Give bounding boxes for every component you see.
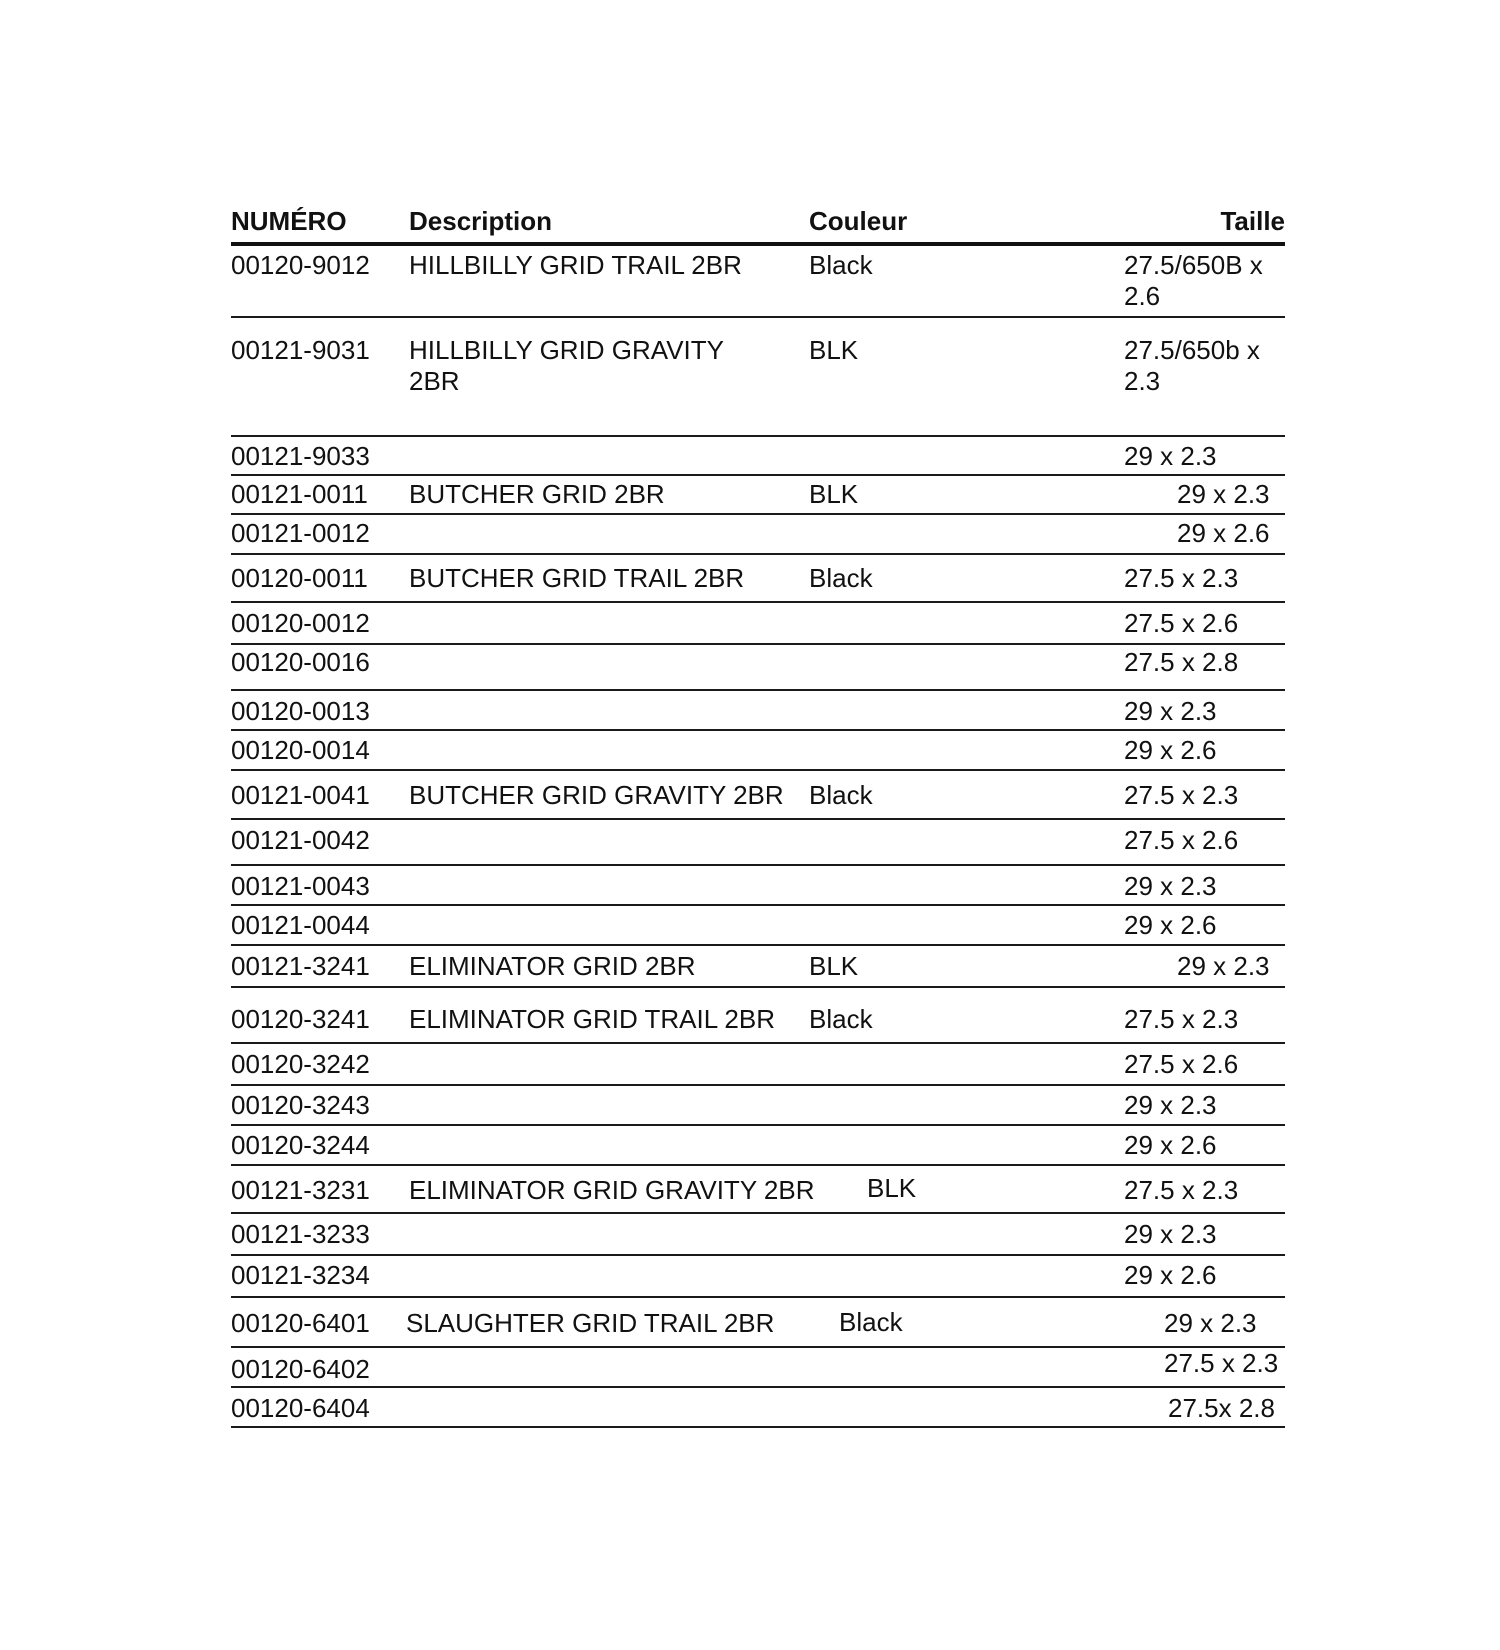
cell-taille: 27.5 x 2.3 [1124, 780, 1239, 810]
cell-taille: 27.5 x 2.8 [1124, 647, 1239, 677]
cell-taille: 29 x 2.3 [1177, 951, 1270, 981]
table-row [231, 1126, 1285, 1166]
cell-numero: 00120-0014 [231, 735, 370, 765]
header-couleur: Couleur [809, 206, 908, 236]
cell-taille: 29 x 2.6 [1124, 1260, 1217, 1290]
table-row [231, 1256, 1285, 1298]
cell-numero: 00120-6401 [231, 1308, 370, 1338]
table-row [231, 691, 1285, 731]
cell-numero: 00121-0041 [231, 780, 370, 810]
cell-numero: 00120-6404 [231, 1393, 370, 1423]
table-row [231, 988, 1285, 1044]
table-row [231, 771, 1285, 820]
table-row [231, 1086, 1285, 1126]
cell-couleur: BLK [809, 951, 859, 981]
table-row [231, 1298, 1285, 1348]
table-row [231, 603, 1285, 645]
cell-numero: 00121-3241 [231, 951, 370, 981]
table-row [231, 906, 1285, 946]
cell-taille: 27.5 x 2.6 [1124, 825, 1239, 855]
cell-taille: 27.5 x 2.3 [1124, 1175, 1239, 1205]
cell-numero: 00121-0012 [231, 518, 370, 548]
cell-numero: 00120-3244 [231, 1130, 370, 1160]
table-row [231, 820, 1285, 866]
cell-numero: 00121-9031 [231, 335, 370, 365]
cell-taille: 27.5/650b x 2.3 [1124, 335, 1260, 396]
cell-numero: 00121-0043 [231, 871, 370, 901]
cell-description: SLAUGHTER GRID TRAIL 2BR [406, 1308, 775, 1338]
table-header [231, 198, 1285, 246]
table-row [231, 946, 1285, 988]
cell-couleur: BLK [867, 1173, 917, 1203]
cell-numero: 00120-3242 [231, 1049, 370, 1079]
cell-description: ELIMINATOR GRID TRAIL 2BR [409, 1004, 776, 1034]
cell-couleur: BLK [809, 335, 859, 365]
cell-description: ELIMINATOR GRID GRAVITY 2BR [409, 1175, 815, 1205]
cell-taille: 29 x 2.6 [1124, 735, 1217, 765]
cell-numero: 00120-3243 [231, 1090, 370, 1120]
cell-taille: 27.5 x 2.3 [1124, 563, 1239, 593]
cell-numero: 00121-9033 [231, 441, 370, 471]
cell-taille: 29 x 2.3 [1164, 1308, 1257, 1338]
cell-numero: 00121-3234 [231, 1260, 370, 1290]
cell-description: HILLBILLY GRID GRAVITY 2BR [409, 335, 724, 396]
cell-taille: 27.5 x 2.6 [1124, 1049, 1239, 1079]
table-row [231, 731, 1285, 771]
cell-taille: 29 x 2.3 [1124, 1090, 1217, 1120]
cell-couleur: Black [809, 1004, 873, 1034]
table-row [231, 318, 1285, 437]
cell-numero: 00121-3233 [231, 1219, 370, 1249]
table-row [231, 555, 1285, 603]
table-row [231, 1214, 1285, 1256]
table-row [231, 645, 1285, 691]
product-table [231, 198, 1285, 1428]
cell-description: BUTCHER GRID GRAVITY 2BR [409, 780, 784, 810]
cell-taille: 27.5 x 2.3 [1124, 1004, 1239, 1034]
cell-taille: 27.5/650B x 2.6 [1124, 250, 1263, 311]
cell-taille: 29 x 2.3 [1124, 1219, 1217, 1249]
header-numero: NUMÉRO [231, 206, 347, 236]
table-row [231, 515, 1285, 555]
cell-taille: 27.5 x 2.6 [1124, 608, 1239, 638]
header-description: Description [409, 206, 553, 236]
table-row [231, 866, 1285, 906]
cell-taille: 29 x 2.6 [1124, 910, 1217, 940]
cell-numero: 00120-0013 [231, 696, 370, 726]
cell-numero: 00121-3231 [231, 1175, 370, 1205]
cell-numero: 00120-6402 [231, 1354, 370, 1384]
cell-taille: 29 x 2.3 [1124, 871, 1217, 901]
table-row [231, 1388, 1285, 1428]
cell-numero: 00120-0011 [231, 563, 368, 593]
table-row [231, 1044, 1285, 1086]
cell-description: ELIMINATOR GRID 2BR [409, 951, 696, 981]
cell-couleur: Black [839, 1307, 903, 1337]
cell-description: BUTCHER GRID TRAIL 2BR [409, 563, 745, 593]
cell-taille: 27.5x 2.8 [1168, 1393, 1275, 1423]
cell-taille: 27.5 x 2.3 [1164, 1348, 1279, 1378]
cell-numero: 00120-3241 [231, 1004, 370, 1034]
table-row [231, 1166, 1285, 1214]
cell-taille: 29 x 2.3 [1177, 479, 1270, 509]
table-row [231, 246, 1285, 318]
cell-taille: 29 x 2.3 [1124, 696, 1217, 726]
cell-taille: 29 x 2.6 [1124, 1130, 1217, 1160]
header-taille: Taille [1220, 206, 1285, 236]
cell-taille: 29 x 2.3 [1124, 441, 1217, 471]
cell-couleur: BLK [809, 479, 859, 509]
cell-numero: 00120-0012 [231, 608, 370, 638]
cell-numero: 00120-9012 [231, 250, 370, 280]
cell-numero: 00121-0011 [231, 479, 368, 509]
cell-numero: 00120-0016 [231, 647, 370, 677]
cell-numero: 00121-0042 [231, 825, 370, 855]
table-row [231, 476, 1285, 515]
cell-couleur: Black [809, 780, 873, 810]
cell-description: BUTCHER GRID 2BR [409, 479, 665, 509]
cell-couleur: Black [809, 563, 873, 593]
table-row [231, 437, 1285, 476]
cell-description: HILLBILLY GRID TRAIL 2BR [409, 250, 742, 280]
cell-couleur: Black [809, 250, 873, 280]
cell-numero: 00121-0044 [231, 910, 370, 940]
cell-taille: 29 x 2.6 [1177, 518, 1270, 548]
table-row [231, 1348, 1285, 1388]
